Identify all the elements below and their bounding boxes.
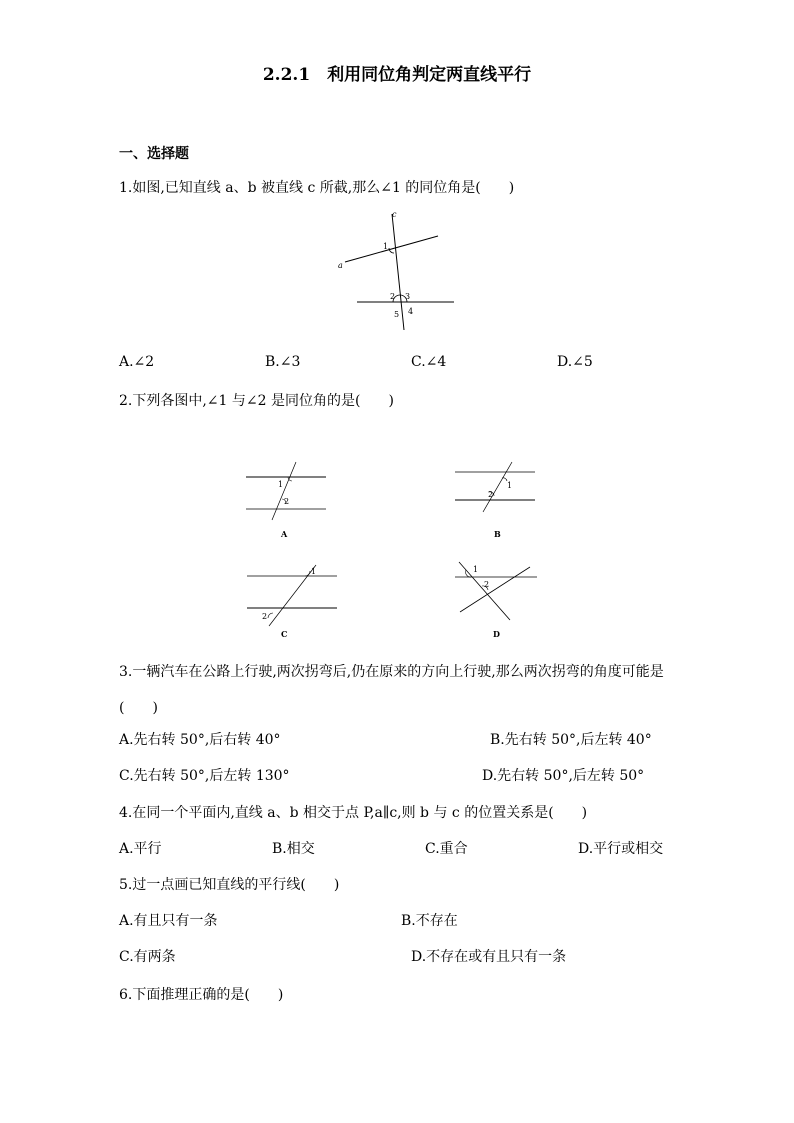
q5-option-d[interactable]: D.不存在或有且只有一条 — [411, 949, 567, 965]
q1-option-d[interactable]: D.∠5 — [557, 354, 593, 370]
section-heading: 一、选择题 — [119, 146, 189, 162]
figure-d — [455, 562, 537, 639]
figure-a-label-2: 2 — [284, 497, 290, 506]
figure-b-label-1: 1 — [507, 481, 513, 490]
q1-option-c[interactable]: C.∠4 — [411, 354, 447, 370]
question-5-text: 5.过一点画已知直线的平行线( ) — [119, 877, 340, 893]
figure-a — [246, 462, 326, 539]
figure-b-label-2: 2 — [488, 490, 494, 499]
label-3: 3 — [405, 292, 411, 301]
question-1-figure — [330, 208, 470, 338]
figure-c-label-1: 1 — [311, 567, 317, 576]
q4-option-d[interactable]: D.平行或相交 — [578, 841, 664, 857]
q3-option-c[interactable]: C.先右转 50°,后左转 130° — [119, 768, 290, 784]
figure-c-label-2: 2 — [262, 612, 268, 621]
label-4: 4 — [408, 307, 414, 316]
page-title: 2.2.1 利用同位角判定两直线平行 — [262, 65, 532, 85]
figure-d-label-1: 1 — [473, 565, 479, 574]
figure-c-letter: C — [281, 629, 288, 639]
label-2: 2 — [390, 292, 396, 301]
label-c: c — [392, 210, 397, 219]
figure-b-letter: B — [494, 529, 501, 539]
figure-b — [455, 462, 535, 539]
q5-option-c[interactable]: C.有两条 — [119, 949, 176, 965]
figure-d-letter: D — [493, 629, 500, 639]
q5-option-a[interactable]: A.有且只有一条 — [119, 913, 218, 929]
question-6-text: 6.下面推理正确的是( ) — [119, 987, 284, 1003]
q4-option-b[interactable]: B.相交 — [272, 841, 315, 857]
figure-a-letter: A — [281, 529, 288, 539]
figure-d-label-2: 2 — [484, 580, 490, 589]
figure-a-label-1: 1 — [278, 480, 284, 489]
q3-option-b[interactable]: B.先右转 50°,后左转 40° — [490, 732, 652, 748]
q3-option-a[interactable]: A.先右转 50°,后右转 40° — [119, 732, 281, 748]
question-1-text: 1.如图,已知直线 a、b 被直线 c 所截,那么∠1 的同位角是( ) — [119, 180, 515, 196]
question-3-text: 3.一辆汽车在公路上行驶,两次拐弯后,仍在原来的方向上行驶,那么两次拐弯的角度可能是 — [119, 664, 664, 680]
q4-option-a[interactable]: A.平行 — [119, 841, 162, 857]
label-1: 1 — [383, 242, 389, 251]
question-4-text: 4.在同一个平面内,直线 a、b 相交于点 P,a∥c,则 b 与 c 的位置关系是( ) — [119, 805, 588, 821]
q1-option-b[interactable]: B.∠3 — [265, 354, 301, 370]
q4-option-c[interactable]: C.重合 — [425, 841, 468, 857]
q5-option-b[interactable]: B.不存在 — [401, 913, 458, 929]
line-a — [345, 236, 438, 262]
q1-option-a[interactable]: A.∠2 — [119, 354, 155, 370]
q3-option-d[interactable]: D.先右转 50°,后左转 50° — [482, 768, 645, 784]
question-2-text: 2.下列各图中,∠1 与∠2 是同位角的是( ) — [119, 393, 394, 409]
label-5: 5 — [394, 310, 400, 319]
question-3-bracket: ( ) — [119, 700, 158, 716]
question-2-figures — [240, 450, 545, 645]
label-a: a — [338, 261, 343, 270]
figure-c — [247, 565, 337, 639]
